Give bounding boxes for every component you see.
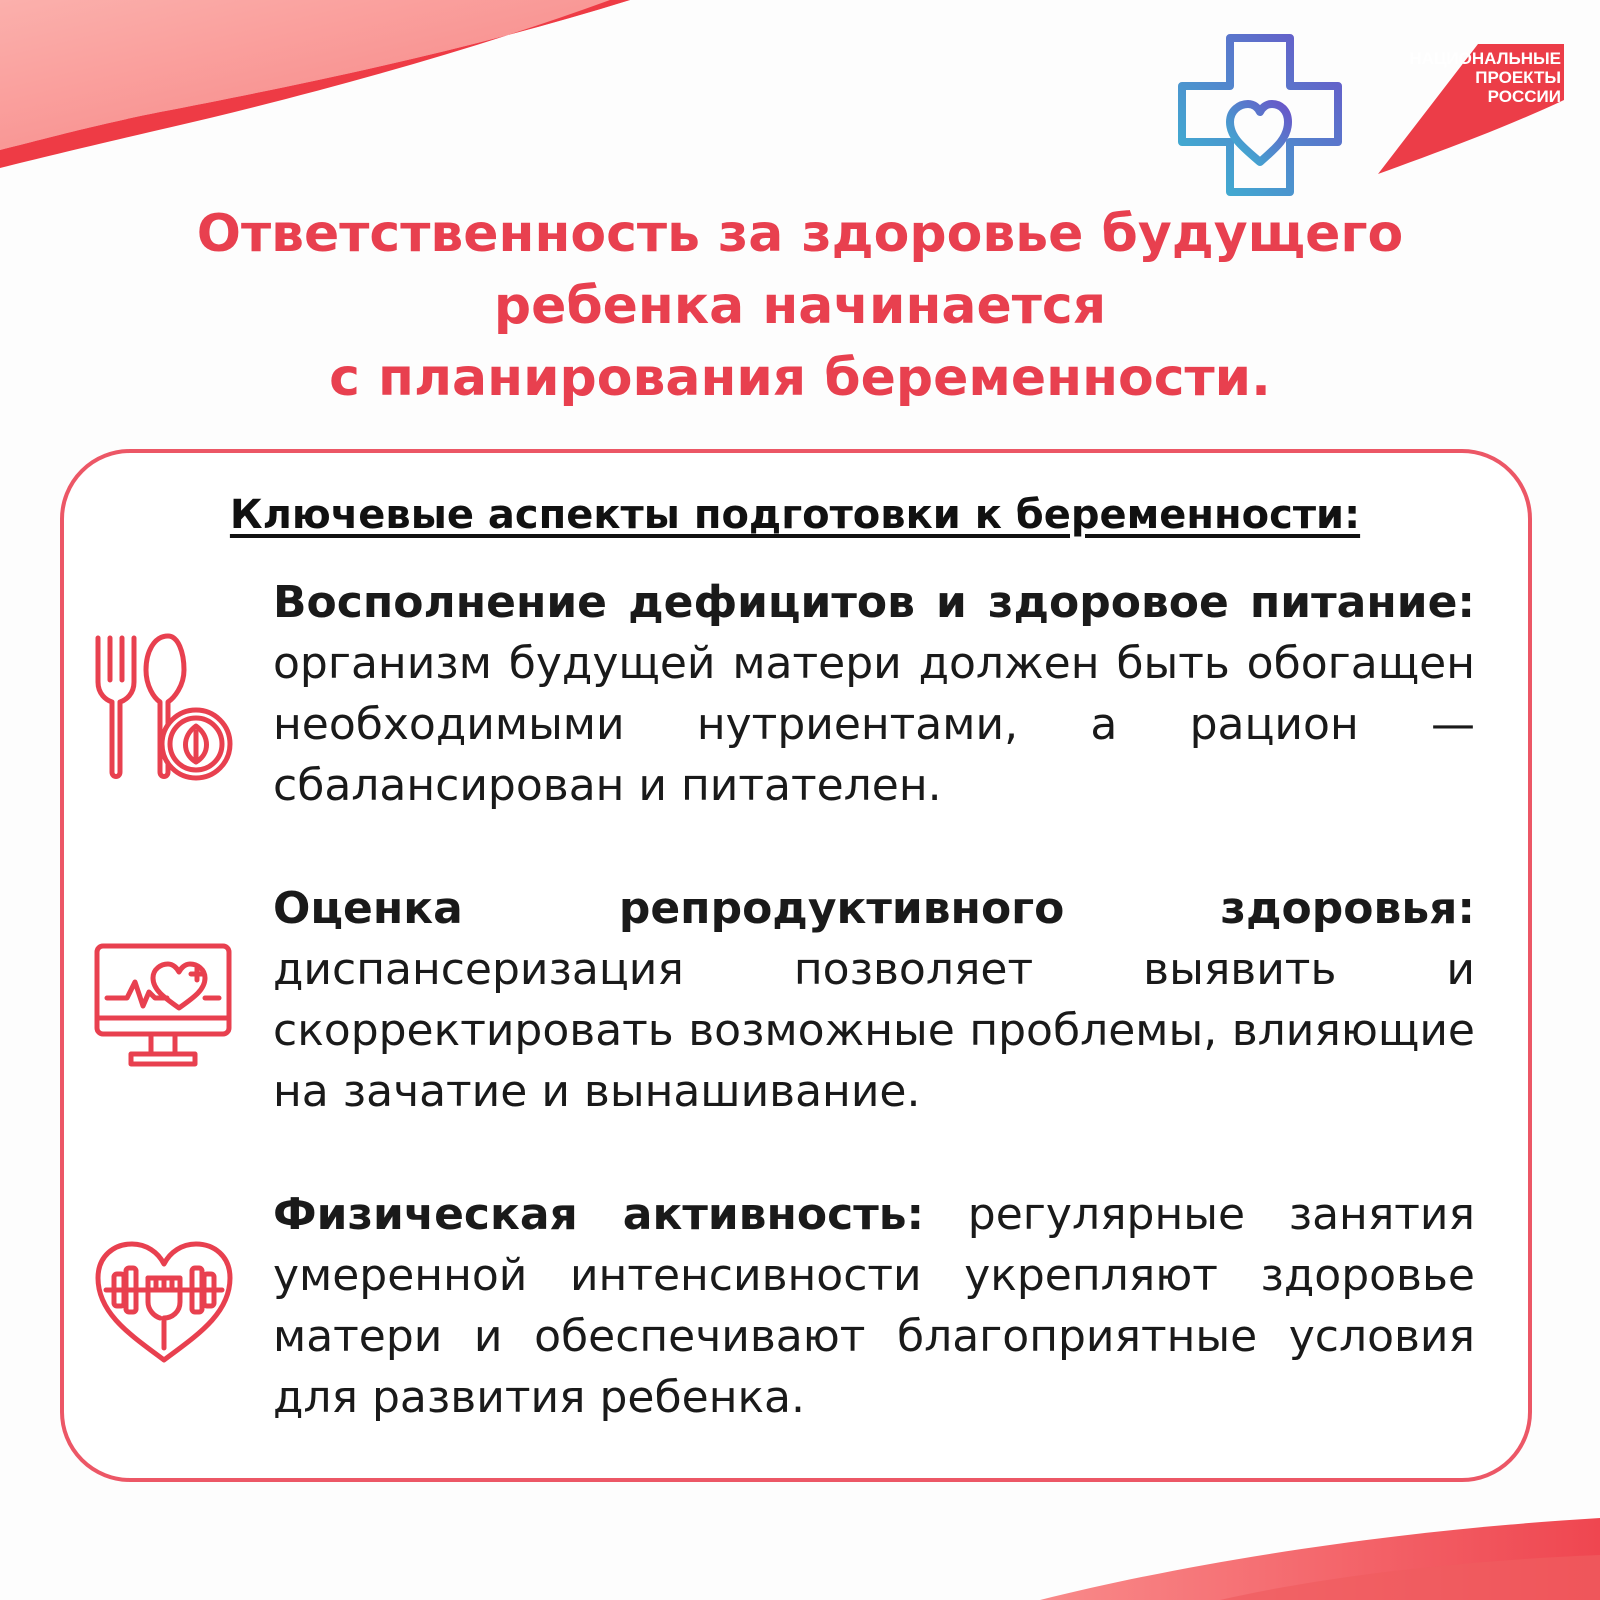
- section-nutrition: [273, 572, 1475, 816]
- section-nutrition-text: организм будущей матери должен быть обогащен необходимыми нутриентами, а рацион — сбалансирован и питателен.: [273, 638, 1475, 811]
- section-reproductive-heading: Оценка репродуктивного здоровья:: [273, 883, 1475, 934]
- fork-spoon-leaf-icon: [88, 632, 238, 784]
- card-heading: Ключевые аспекты подготовки к беременности:: [229, 492, 1361, 538]
- title-line-3: с планирования беременности.: [329, 348, 1271, 408]
- logo-line-3: РОССИИ: [1487, 87, 1561, 106]
- section-reproductive-text: диспансеризация позволяет выявить и скорректировать возможные проблемы, влияющие на зачатие и вынашивание.: [273, 944, 1475, 1117]
- section-activity-heading: Физическая активность:: [273, 1189, 925, 1240]
- page-title: [0, 198, 1600, 414]
- logo-line-1: НАЦИОНАЛЬНЫЕ: [1409, 49, 1561, 68]
- section-nutrition-heading: Восполнение дефицитов и здоровое питание:: [273, 577, 1475, 628]
- national-projects-logo: [1370, 40, 1566, 176]
- section-activity: [273, 1184, 1475, 1428]
- section-activity-text: регулярные занятия умеренной интенсивности укрепляют здоровье матери и обеспечивают благоприятные условия для развития ребенка.: [273, 1189, 1475, 1423]
- title-line-2: ребенка начинается: [493, 276, 1107, 336]
- heart-dumbbell-icon: [92, 1238, 236, 1366]
- section-reproductive: [273, 878, 1475, 1122]
- cross-heart-icon: [1178, 34, 1342, 196]
- heart-monitor-icon: [93, 942, 233, 1070]
- logo-line-2: ПРОЕКТЫ: [1475, 68, 1561, 87]
- title-line-1: Ответственность за здоровье будущего: [196, 204, 1404, 264]
